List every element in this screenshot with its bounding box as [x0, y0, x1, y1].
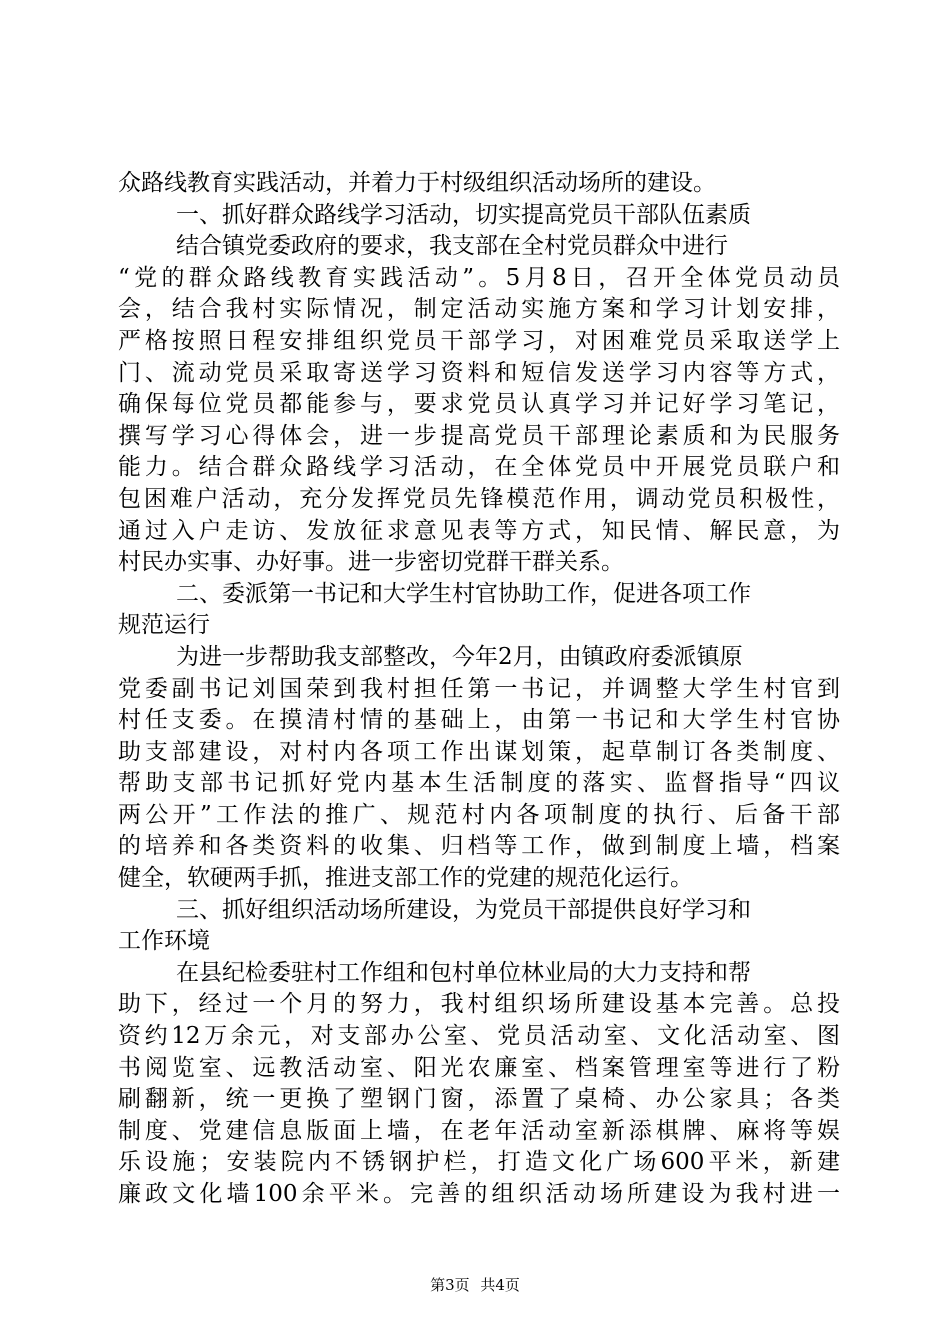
text-line: 通过入户走访、发放征求意见表等方式，知民情、解民意，为	[118, 517, 840, 544]
text-line: 会，结合我村实际情况，制定活动实施方案和学习计划安排，	[118, 296, 840, 323]
text-line: 刷翻新，统一更换了塑钢门窗，添置了桌椅、办公家具；各类	[118, 1086, 840, 1113]
section-heading-2-cont: 规范运行	[118, 612, 210, 639]
text-line: 确保每位党员都能参与，要求党员认真学习并记好学习笔记，	[118, 391, 840, 418]
page-total: 共4页	[480, 1276, 520, 1294]
section-heading-2: 二、委派第一书记和大学生村官协助工作，促进各项工作	[176, 580, 751, 607]
text-line: 助支部建设，对村内各项工作出谋划策，起草制订各类制度、	[118, 738, 840, 765]
text-line: 为进一步帮助我支部整改，今年2月，由镇政府委派镇原	[176, 643, 743, 670]
text-line: 门、流动党员采取寄送学习资料和短信发送学习内容等方式，	[118, 359, 840, 386]
text-line: 包困难户活动，充分发挥党员先锋模范作用，调动党员积极性，	[118, 485, 840, 512]
text-line: “党的群众路线教育实践活动”。5月8日，召开全体党员动员	[118, 264, 840, 291]
text-line: 村民办实事、办好事。进一步密切党群干群关系。	[118, 549, 624, 576]
text-line: 乐设施；安装院内不锈钢护栏，打造文化广场600平米，新建	[118, 1149, 840, 1176]
text-line: 廉政文化墙100余平米。完善的组织活动场所建设为我村进一	[118, 1181, 840, 1207]
text-line: 能力。结合群众路线学习活动，在全体党员中开展党员联户和	[118, 454, 840, 481]
text-line: 书阅览室、远教活动室、阳光农廉室、档案管理室等进行了粉	[118, 1054, 840, 1081]
text-line: 众路线教育实践活动，并着力于村级组织活动场所的建设。	[118, 170, 716, 196]
text-line: 村任支委。在摸清村情的基础上，由第一书记和大学生村官协	[118, 707, 840, 734]
page-number: 第3页	[430, 1276, 470, 1294]
text-line: 党委副书记刘国荣到我村担任第一书记，并调整大学生村官到	[118, 675, 840, 702]
section-heading-1: 一、抓好群众路线学习活动，切实提高党员干部队伍素质	[176, 201, 751, 228]
text-line: 在县纪检委驻村工作组和包村单位林业局的大力支持和帮	[176, 959, 751, 986]
text-line: 的培养和各类资料的收集、归档等工作，做到制度上墙，档案	[118, 833, 840, 860]
text-line: 制度、党建信息版面上墙，在老年活动室新添棋牌、麻将等娱	[118, 1117, 840, 1144]
text-line: 助下，经过一个月的努力，我村组织场所建设基本完善。总投	[118, 991, 840, 1018]
section-heading-3-cont: 工作环境	[118, 928, 210, 955]
page-footer	[0, 1275, 950, 1295]
text-line: 资约12万余元，对支部办公室、党员活动室、文化活动室、图	[118, 1023, 840, 1050]
section-heading-3: 三、抓好组织活动场所建设，为党员干部提供良好学习和	[176, 896, 751, 923]
text-line: 两公开”工作法的推广、规范村内各项制度的执行、后备干部	[118, 801, 840, 828]
text-line: 严格按照日程安排组织党员干部学习，对困难党员采取送学上	[118, 327, 840, 354]
document-body	[118, 168, 840, 1211]
text-line: 撰写学习心得体会，进一步提高党员干部理论素质和为民服务	[118, 422, 840, 449]
text-line: 健全，软硬两手抓，推进支部工作的党建的规范化运行。	[118, 865, 693, 892]
text-line: 帮助支部书记抓好党内基本生活制度的落实、监督指导“四议	[118, 770, 840, 797]
text-line: 结合镇党委政府的要求，我支部在全村党员群众中进行	[176, 233, 728, 260]
